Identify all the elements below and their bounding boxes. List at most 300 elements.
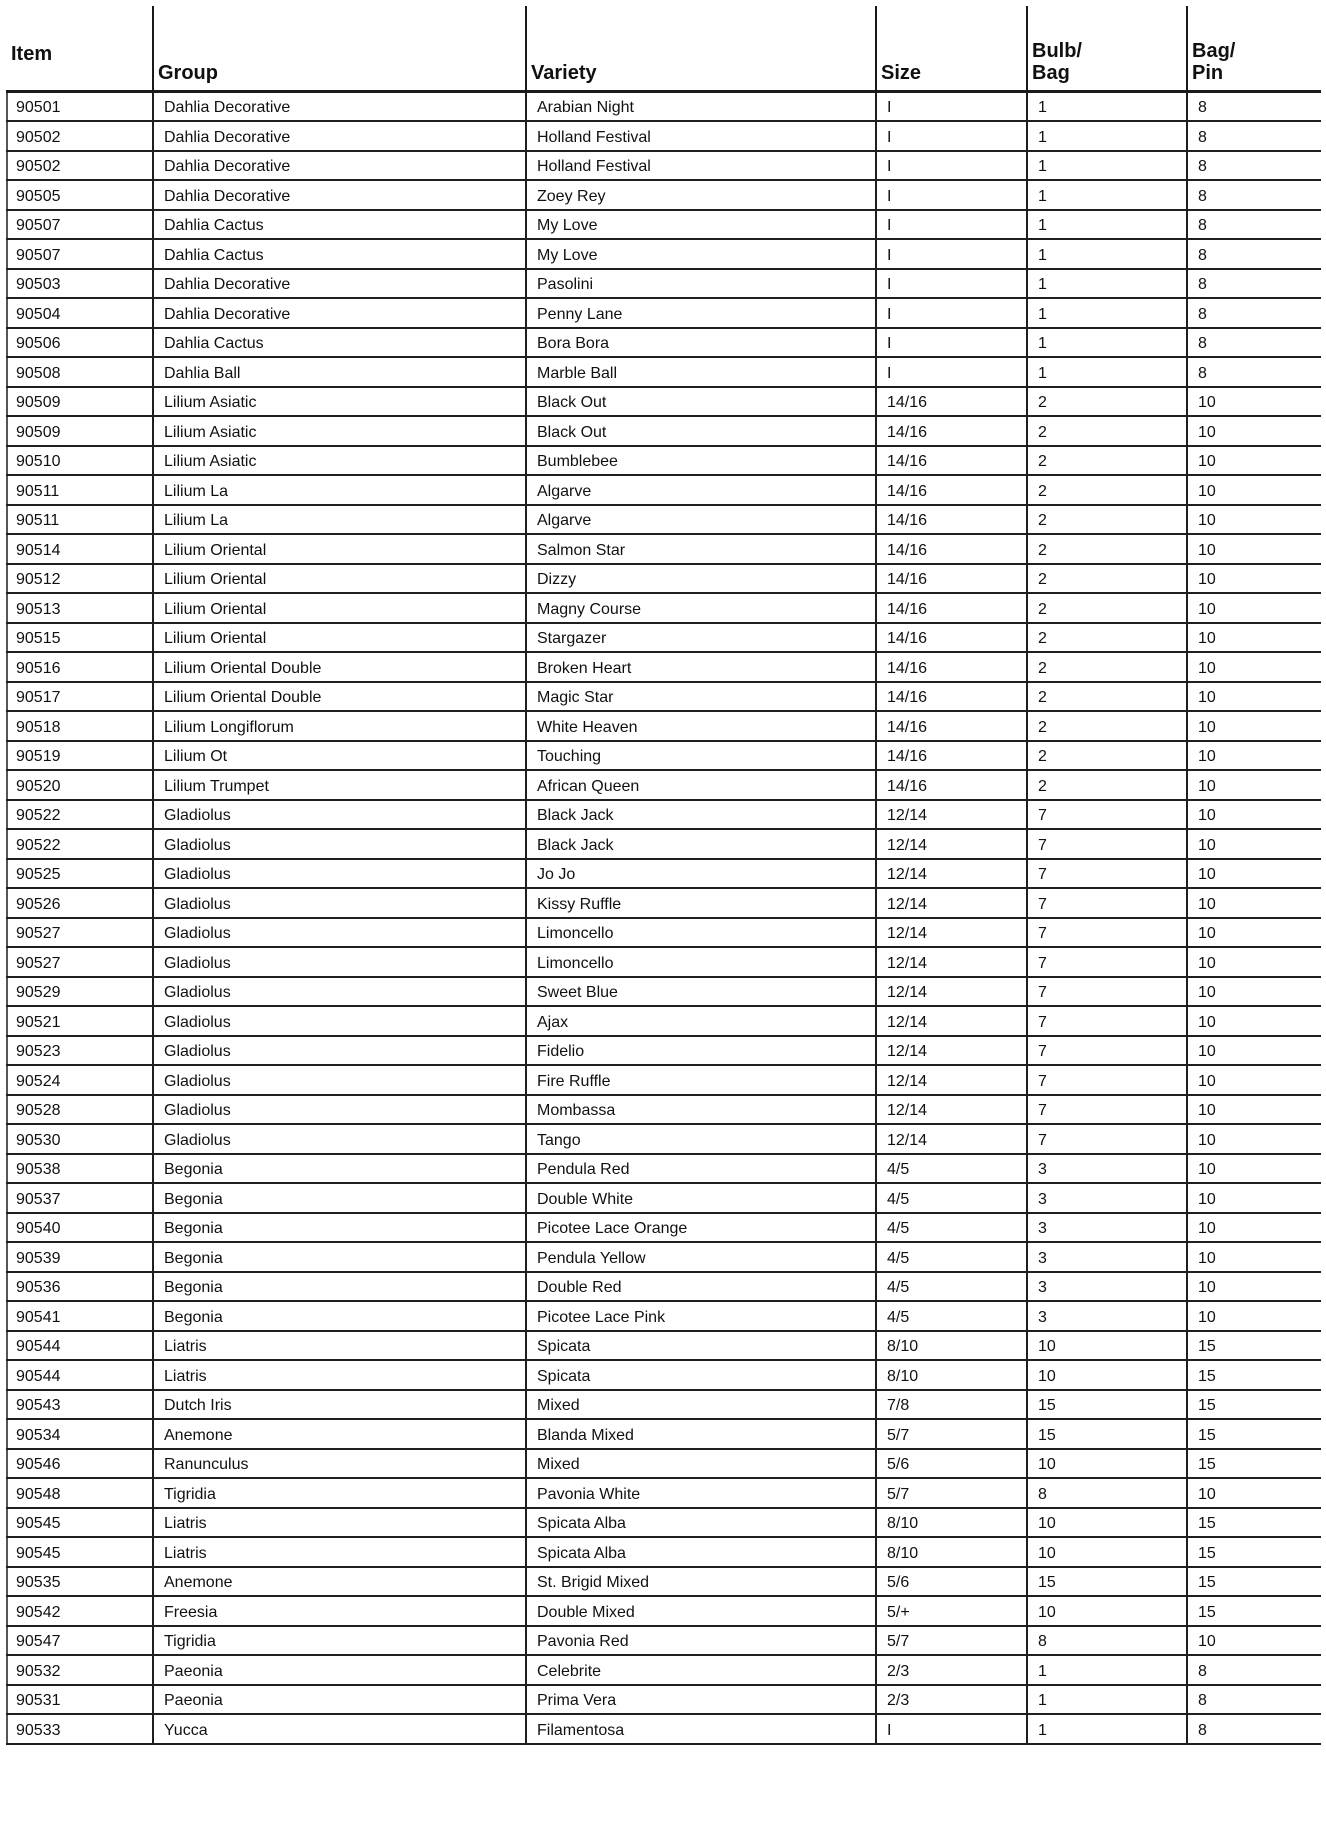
item-cell: 90517: [7, 682, 153, 712]
bag-per-pin-cell: 10: [1187, 1095, 1321, 1125]
bag-per-pin-cell: 8: [1187, 1714, 1321, 1744]
size-cell: 14/16: [876, 741, 1027, 771]
item-cell: 90545: [7, 1537, 153, 1567]
table-row: [7, 416, 1321, 446]
item-cell: 90509: [7, 387, 153, 417]
table-row: [7, 1360, 1321, 1390]
variety-cell: Limoncello: [526, 918, 876, 948]
group-cell: Lilium La: [153, 505, 526, 535]
group-cell: Dahlia Cactus: [153, 328, 526, 358]
item-cell: 90537: [7, 1183, 153, 1213]
item-cell: 90502: [7, 121, 153, 151]
item-cell: 90511: [7, 505, 153, 535]
table-row: [7, 239, 1321, 269]
bulb-per-bag-cell: 1: [1027, 180, 1187, 210]
bulb-per-bag-cell: 7: [1027, 947, 1187, 977]
variety-cell: Spicata: [526, 1360, 876, 1390]
bag-per-pin-cell: 10: [1187, 947, 1321, 977]
size-cell: I: [876, 239, 1027, 269]
size-cell: 12/14: [876, 1124, 1027, 1154]
group-cell: Liatris: [153, 1537, 526, 1567]
group-cell: Lilium Oriental: [153, 623, 526, 653]
variety-cell: St. Brigid Mixed: [526, 1567, 876, 1597]
table-row: [7, 741, 1321, 771]
table-row: [7, 800, 1321, 830]
bulb-per-bag-cell: 10: [1027, 1360, 1187, 1390]
column-header-bulb-per-bag: Bulb/ Bag: [1027, 6, 1187, 92]
table-row: [7, 1065, 1321, 1095]
bulb-inventory-sheet: [6, 6, 1320, 1745]
bulb-per-bag-cell: 1: [1027, 269, 1187, 299]
size-cell: 12/14: [876, 947, 1027, 977]
item-cell: 90534: [7, 1419, 153, 1449]
group-cell: Paeonia: [153, 1685, 526, 1715]
variety-cell: Holland Festival: [526, 151, 876, 181]
size-cell: 14/16: [876, 387, 1027, 417]
table-row: [7, 1567, 1321, 1597]
item-cell: 90512: [7, 564, 153, 594]
item-cell: 90546: [7, 1449, 153, 1479]
variety-cell: Stargazer: [526, 623, 876, 653]
bag-per-pin-cell: 15: [1187, 1537, 1321, 1567]
variety-cell: Spicata Alba: [526, 1508, 876, 1538]
table-row: [7, 1655, 1321, 1685]
variety-cell: Double Red: [526, 1272, 876, 1302]
bulb-per-bag-cell: 2: [1027, 446, 1187, 476]
item-cell: 90511: [7, 475, 153, 505]
item-cell: 90506: [7, 328, 153, 358]
table-row: [7, 475, 1321, 505]
bag-per-pin-cell: 10: [1187, 1065, 1321, 1095]
variety-cell: Prima Vera: [526, 1685, 876, 1715]
table-row: [7, 180, 1321, 210]
group-cell: Dutch Iris: [153, 1390, 526, 1420]
bulb-per-bag-cell: 2: [1027, 475, 1187, 505]
bulb-per-bag-cell: 2: [1027, 741, 1187, 771]
item-cell: 90522: [7, 829, 153, 859]
table-row: [7, 1213, 1321, 1243]
column-header-group: Group: [153, 6, 526, 92]
bag-per-pin-cell: 8: [1187, 180, 1321, 210]
size-cell: 12/14: [876, 918, 1027, 948]
variety-cell: Magic Star: [526, 682, 876, 712]
table-row: [7, 977, 1321, 1007]
variety-cell: Salmon Star: [526, 534, 876, 564]
table-row: [7, 1006, 1321, 1036]
bag-per-pin-cell: 10: [1187, 387, 1321, 417]
size-cell: I: [876, 210, 1027, 240]
variety-cell: Filamentosa: [526, 1714, 876, 1744]
item-cell: 90533: [7, 1714, 153, 1744]
size-cell: 14/16: [876, 416, 1027, 446]
item-cell: 90504: [7, 298, 153, 328]
item-cell: 90530: [7, 1124, 153, 1154]
size-cell: 4/5: [876, 1154, 1027, 1184]
variety-cell: Double Mixed: [526, 1596, 876, 1626]
table-body: [7, 92, 1321, 1744]
item-cell: 90510: [7, 446, 153, 476]
bag-per-pin-cell: 15: [1187, 1331, 1321, 1361]
bag-per-pin-cell: 10: [1187, 1242, 1321, 1272]
bag-per-pin-cell: 10: [1187, 918, 1321, 948]
variety-cell: Mixed: [526, 1390, 876, 1420]
group-cell: Dahlia Decorative: [153, 121, 526, 151]
variety-cell: Picotee Lace Pink: [526, 1301, 876, 1331]
variety-cell: White Heaven: [526, 711, 876, 741]
bulb-per-bag-cell: 1: [1027, 328, 1187, 358]
size-cell: 4/5: [876, 1213, 1027, 1243]
group-cell: Lilium Oriental: [153, 593, 526, 623]
table-row: [7, 269, 1321, 299]
size-cell: I: [876, 298, 1027, 328]
item-cell: 90523: [7, 1036, 153, 1066]
variety-cell: Spicata Alba: [526, 1537, 876, 1567]
table-row: [7, 357, 1321, 387]
item-cell: 90531: [7, 1685, 153, 1715]
bag-per-pin-cell: 10: [1187, 446, 1321, 476]
size-cell: 4/5: [876, 1301, 1027, 1331]
bag-per-pin-cell: 10: [1187, 416, 1321, 446]
item-cell: 90536: [7, 1272, 153, 1302]
variety-cell: Mixed: [526, 1449, 876, 1479]
group-cell: Lilium Asiatic: [153, 416, 526, 446]
variety-cell: Mombassa: [526, 1095, 876, 1125]
bag-per-pin-cell: 10: [1187, 682, 1321, 712]
bulb-per-bag-cell: 8: [1027, 1478, 1187, 1508]
item-cell: 90538: [7, 1154, 153, 1184]
item-cell: 90513: [7, 593, 153, 623]
bag-per-pin-cell: 10: [1187, 770, 1321, 800]
variety-cell: Limoncello: [526, 947, 876, 977]
variety-cell: Arabian Night: [526, 92, 876, 122]
table-row: [7, 652, 1321, 682]
group-cell: Gladiolus: [153, 1124, 526, 1154]
group-cell: Tigridia: [153, 1626, 526, 1656]
bulb-per-bag-cell: 3: [1027, 1301, 1187, 1331]
size-cell: I: [876, 121, 1027, 151]
group-cell: Liatris: [153, 1360, 526, 1390]
item-cell: 90544: [7, 1360, 153, 1390]
group-cell: Gladiolus: [153, 947, 526, 977]
bulb-per-bag-cell: 7: [1027, 829, 1187, 859]
table-row: [7, 682, 1321, 712]
variety-cell: Magny Course: [526, 593, 876, 623]
item-cell: 90544: [7, 1331, 153, 1361]
table-row: [7, 770, 1321, 800]
bag-per-pin-cell: 10: [1187, 888, 1321, 918]
group-cell: Lilium La: [153, 475, 526, 505]
bulb-per-bag-cell: 1: [1027, 298, 1187, 328]
bulb-per-bag-cell: 1: [1027, 1685, 1187, 1715]
bulb-per-bag-cell: 1: [1027, 357, 1187, 387]
bag-per-pin-cell: 10: [1187, 859, 1321, 889]
table-row: [7, 1508, 1321, 1538]
bag-per-pin-cell: 15: [1187, 1390, 1321, 1420]
bag-per-pin-cell: 10: [1187, 1183, 1321, 1213]
group-cell: Gladiolus: [153, 1036, 526, 1066]
variety-cell: Fidelio: [526, 1036, 876, 1066]
bulb-per-bag-cell: 3: [1027, 1154, 1187, 1184]
table-row: [7, 1124, 1321, 1154]
bag-per-pin-cell: 8: [1187, 298, 1321, 328]
item-cell: 90527: [7, 918, 153, 948]
item-cell: 90505: [7, 180, 153, 210]
size-cell: 14/16: [876, 682, 1027, 712]
bulb-per-bag-cell: 10: [1027, 1508, 1187, 1538]
size-cell: I: [876, 151, 1027, 181]
group-cell: Lilium Oriental Double: [153, 682, 526, 712]
group-cell: Lilium Asiatic: [153, 446, 526, 476]
item-cell: 90542: [7, 1596, 153, 1626]
table-row: [7, 1419, 1321, 1449]
bulb-per-bag-cell: 10: [1027, 1596, 1187, 1626]
variety-cell: Pendula Yellow: [526, 1242, 876, 1272]
item-cell: 90501: [7, 92, 153, 122]
variety-cell: Fire Ruffle: [526, 1065, 876, 1095]
bag-per-pin-cell: 10: [1187, 593, 1321, 623]
table-row: [7, 121, 1321, 151]
bag-per-pin-cell: 15: [1187, 1449, 1321, 1479]
size-cell: 8/10: [876, 1508, 1027, 1538]
variety-cell: African Queen: [526, 770, 876, 800]
bag-per-pin-cell: 8: [1187, 1685, 1321, 1715]
group-cell: Dahlia Decorative: [153, 298, 526, 328]
size-cell: 4/5: [876, 1272, 1027, 1302]
size-cell: 12/14: [876, 888, 1027, 918]
group-cell: Begonia: [153, 1242, 526, 1272]
size-cell: 8/10: [876, 1360, 1027, 1390]
bulb-per-bag-cell: 10: [1027, 1449, 1187, 1479]
variety-cell: Black Out: [526, 387, 876, 417]
size-cell: 14/16: [876, 475, 1027, 505]
bulb-per-bag-cell: 2: [1027, 564, 1187, 594]
size-cell: 8/10: [876, 1537, 1027, 1567]
bulb-per-bag-cell: 2: [1027, 770, 1187, 800]
bag-per-pin-cell: 10: [1187, 1006, 1321, 1036]
size-cell: 14/16: [876, 534, 1027, 564]
bulb-per-bag-cell: 2: [1027, 534, 1187, 564]
bulb-per-bag-cell: 1: [1027, 151, 1187, 181]
variety-cell: Dizzy: [526, 564, 876, 594]
group-cell: Gladiolus: [153, 918, 526, 948]
group-cell: Gladiolus: [153, 977, 526, 1007]
size-cell: 14/16: [876, 770, 1027, 800]
table-row: [7, 947, 1321, 977]
bag-per-pin-cell: 10: [1187, 1478, 1321, 1508]
item-cell: 90525: [7, 859, 153, 889]
item-cell: 90509: [7, 416, 153, 446]
item-cell: 90518: [7, 711, 153, 741]
bag-per-pin-cell: 10: [1187, 977, 1321, 1007]
variety-cell: Celebrite: [526, 1655, 876, 1685]
bulb-per-bag-cell: 2: [1027, 711, 1187, 741]
bulb-per-bag-cell: 2: [1027, 623, 1187, 653]
variety-cell: Pasolini: [526, 269, 876, 299]
size-cell: 12/14: [876, 1036, 1027, 1066]
bulb-per-bag-cell: 7: [1027, 800, 1187, 830]
bulb-inventory-table: [6, 6, 1321, 1745]
bulb-per-bag-cell: 7: [1027, 977, 1187, 1007]
variety-cell: Black Out: [526, 416, 876, 446]
item-cell: 90540: [7, 1213, 153, 1243]
variety-cell: Marble Ball: [526, 357, 876, 387]
column-header-size: Size: [876, 6, 1027, 92]
size-cell: 12/14: [876, 800, 1027, 830]
size-cell: I: [876, 357, 1027, 387]
bulb-per-bag-cell: 8: [1027, 1626, 1187, 1656]
group-cell: Gladiolus: [153, 1065, 526, 1095]
size-cell: 12/14: [876, 1065, 1027, 1095]
bag-per-pin-cell: 15: [1187, 1567, 1321, 1597]
bag-per-pin-cell: 15: [1187, 1419, 1321, 1449]
table-row: [7, 1390, 1321, 1420]
item-cell: 90545: [7, 1508, 153, 1538]
size-cell: 14/16: [876, 593, 1027, 623]
size-cell: 12/14: [876, 977, 1027, 1007]
size-cell: I: [876, 92, 1027, 122]
variety-cell: Black Jack: [526, 829, 876, 859]
item-cell: 90521: [7, 1006, 153, 1036]
table-row: [7, 1036, 1321, 1066]
size-cell: I: [876, 328, 1027, 358]
bag-per-pin-cell: 10: [1187, 623, 1321, 653]
size-cell: 5/7: [876, 1478, 1027, 1508]
variety-cell: My Love: [526, 239, 876, 269]
size-cell: 5/+: [876, 1596, 1027, 1626]
bag-per-pin-cell: 10: [1187, 564, 1321, 594]
table-row: [7, 593, 1321, 623]
table-row: [7, 210, 1321, 240]
bag-per-pin-cell: 10: [1187, 741, 1321, 771]
size-cell: 2/3: [876, 1655, 1027, 1685]
bulb-per-bag-cell: 2: [1027, 387, 1187, 417]
size-cell: 12/14: [876, 859, 1027, 889]
item-cell: 90507: [7, 210, 153, 240]
bulb-per-bag-cell: 3: [1027, 1213, 1187, 1243]
table-row: [7, 1714, 1321, 1744]
group-cell: Dahlia Cactus: [153, 239, 526, 269]
size-cell: 14/16: [876, 446, 1027, 476]
column-header-item: Item: [7, 6, 153, 92]
group-cell: Begonia: [153, 1183, 526, 1213]
bag-per-pin-cell: 10: [1187, 1213, 1321, 1243]
item-cell: 90539: [7, 1242, 153, 1272]
item-cell: 90514: [7, 534, 153, 564]
bag-per-pin-cell: 10: [1187, 1626, 1321, 1656]
bag-per-pin-cell: 8: [1187, 151, 1321, 181]
bag-per-pin-cell: 8: [1187, 1655, 1321, 1685]
bulb-per-bag-cell: 7: [1027, 1006, 1187, 1036]
size-cell: 5/7: [876, 1626, 1027, 1656]
bulb-per-bag-cell: 1: [1027, 121, 1187, 151]
group-cell: Dahlia Ball: [153, 357, 526, 387]
bulb-per-bag-cell: 3: [1027, 1242, 1187, 1272]
bulb-per-bag-cell: 2: [1027, 416, 1187, 446]
variety-cell: Tango: [526, 1124, 876, 1154]
item-cell: 90528: [7, 1095, 153, 1125]
table-row: [7, 446, 1321, 476]
variety-cell: Blanda Mixed: [526, 1419, 876, 1449]
item-cell: 90508: [7, 357, 153, 387]
table-row: [7, 1626, 1321, 1656]
bulb-per-bag-cell: 2: [1027, 682, 1187, 712]
item-cell: 90515: [7, 623, 153, 653]
variety-cell: Touching: [526, 741, 876, 771]
variety-cell: Black Jack: [526, 800, 876, 830]
table-row: [7, 859, 1321, 889]
group-cell: Begonia: [153, 1301, 526, 1331]
group-cell: Dahlia Decorative: [153, 151, 526, 181]
item-cell: 90516: [7, 652, 153, 682]
bag-per-pin-cell: 10: [1187, 652, 1321, 682]
group-cell: Begonia: [153, 1213, 526, 1243]
table-row: [7, 1537, 1321, 1567]
bag-per-pin-cell: 10: [1187, 829, 1321, 859]
table-row: [7, 888, 1321, 918]
item-cell: 90524: [7, 1065, 153, 1095]
column-header-variety: Variety: [526, 6, 876, 92]
item-cell: 90527: [7, 947, 153, 977]
group-cell: Tigridia: [153, 1478, 526, 1508]
bulb-per-bag-cell: 1: [1027, 210, 1187, 240]
bulb-per-bag-cell: 7: [1027, 1095, 1187, 1125]
table-row: [7, 1478, 1321, 1508]
item-cell: 90519: [7, 741, 153, 771]
table-row: [7, 1331, 1321, 1361]
variety-cell: My Love: [526, 210, 876, 240]
bulb-per-bag-cell: 7: [1027, 1036, 1187, 1066]
bulb-per-bag-cell: 2: [1027, 505, 1187, 535]
group-cell: Liatris: [153, 1331, 526, 1361]
bag-per-pin-cell: 10: [1187, 1272, 1321, 1302]
bulb-per-bag-cell: 7: [1027, 918, 1187, 948]
bag-per-pin-cell: 8: [1187, 210, 1321, 240]
size-cell: 12/14: [876, 1006, 1027, 1036]
table-row: [7, 328, 1321, 358]
column-header-bag-per-pin: Bag/ Pin: [1187, 6, 1321, 92]
size-cell: I: [876, 269, 1027, 299]
bag-per-pin-cell: 8: [1187, 92, 1321, 122]
bag-per-pin-cell: 10: [1187, 1036, 1321, 1066]
bulb-per-bag-cell: 7: [1027, 859, 1187, 889]
bag-per-pin-cell: 10: [1187, 711, 1321, 741]
size-cell: I: [876, 1714, 1027, 1744]
item-cell: 90503: [7, 269, 153, 299]
item-cell: 90548: [7, 1478, 153, 1508]
item-cell: 90520: [7, 770, 153, 800]
group-cell: Lilium Oriental: [153, 564, 526, 594]
variety-cell: Algarve: [526, 505, 876, 535]
variety-cell: Kissy Ruffle: [526, 888, 876, 918]
bag-per-pin-cell: 8: [1187, 121, 1321, 151]
group-cell: Dahlia Decorative: [153, 92, 526, 122]
bag-per-pin-cell: 8: [1187, 269, 1321, 299]
bag-per-pin-cell: 10: [1187, 1154, 1321, 1184]
table-row: [7, 92, 1321, 122]
group-cell: Anemone: [153, 1419, 526, 1449]
bulb-per-bag-cell: 2: [1027, 593, 1187, 623]
size-cell: 14/16: [876, 505, 1027, 535]
table-row: [7, 711, 1321, 741]
bulb-per-bag-cell: 15: [1027, 1390, 1187, 1420]
group-cell: Dahlia Decorative: [153, 269, 526, 299]
variety-cell: Pavonia White: [526, 1478, 876, 1508]
group-cell: Lilium Ot: [153, 741, 526, 771]
variety-cell: Bora Bora: [526, 328, 876, 358]
table-row: [7, 505, 1321, 535]
size-cell: 4/5: [876, 1242, 1027, 1272]
table-row: [7, 623, 1321, 653]
